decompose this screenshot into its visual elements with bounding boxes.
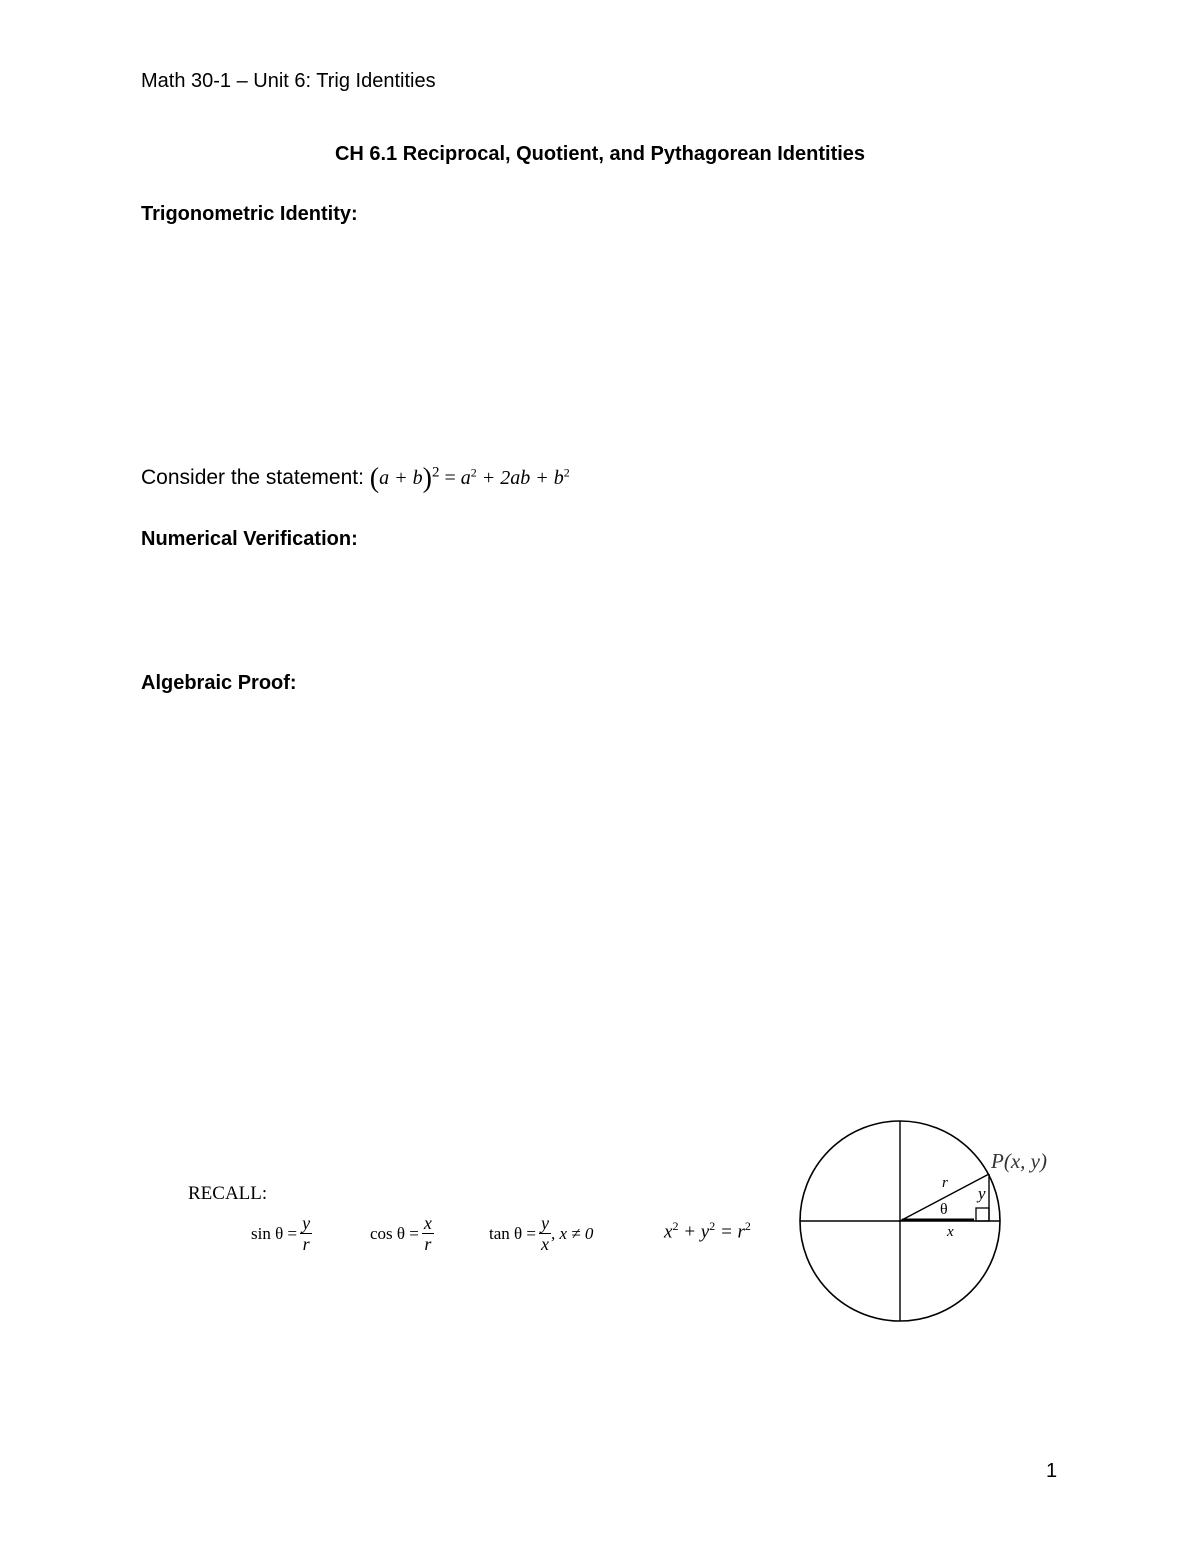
statement-expression: $(a + b)^2 = a^2 + 2ab + b^2$ [369,463,570,494]
consider-statement [141,463,570,495]
cos-formula: cos θ = $\frac{x}{r}$ [370,1213,432,1254]
cos-fraction: $\frac{x}{r}$ [423,1213,432,1254]
right-angle-marker [976,1208,989,1221]
algebraic-proof-label: Algebraic Proof: [141,672,297,694]
tan-fraction: $\frac{y}{x}$ [541,1213,549,1254]
page-number: 1 [1046,1460,1058,1482]
document-header: Math 30-1 – Unit 6: Trig Identities [141,70,436,92]
trig-identity-label: Trigonometric Identity: [141,203,358,225]
sin-formula: sin θ = $\frac{y}{r}$ [251,1213,311,1254]
r-label: r [942,1175,948,1191]
point-label: P(x, y) [991,1149,1047,1173]
recall-label: RECALL: [188,1183,268,1204]
numerical-verification-label: Numerical Verification: [141,528,358,550]
y-label: y [978,1184,986,1203]
section-title: CH 6.1 Reciprocal, Quotient, and Pythagorean Identities [334,143,866,165]
x-label: x [947,1224,954,1240]
unit-circle-diagram [790,1110,1070,1335]
statement-lead: Consider the statement: [141,466,364,489]
theta-label: θ [940,1201,948,1218]
pythagorean-formula: $x^2 + y^2 = r^2$ [664,1219,751,1243]
tan-formula: tan θ = $\frac{y}{x}$ , x ≠ 0 [489,1213,594,1254]
sin-fraction: $\frac{y}{r}$ [302,1213,311,1254]
